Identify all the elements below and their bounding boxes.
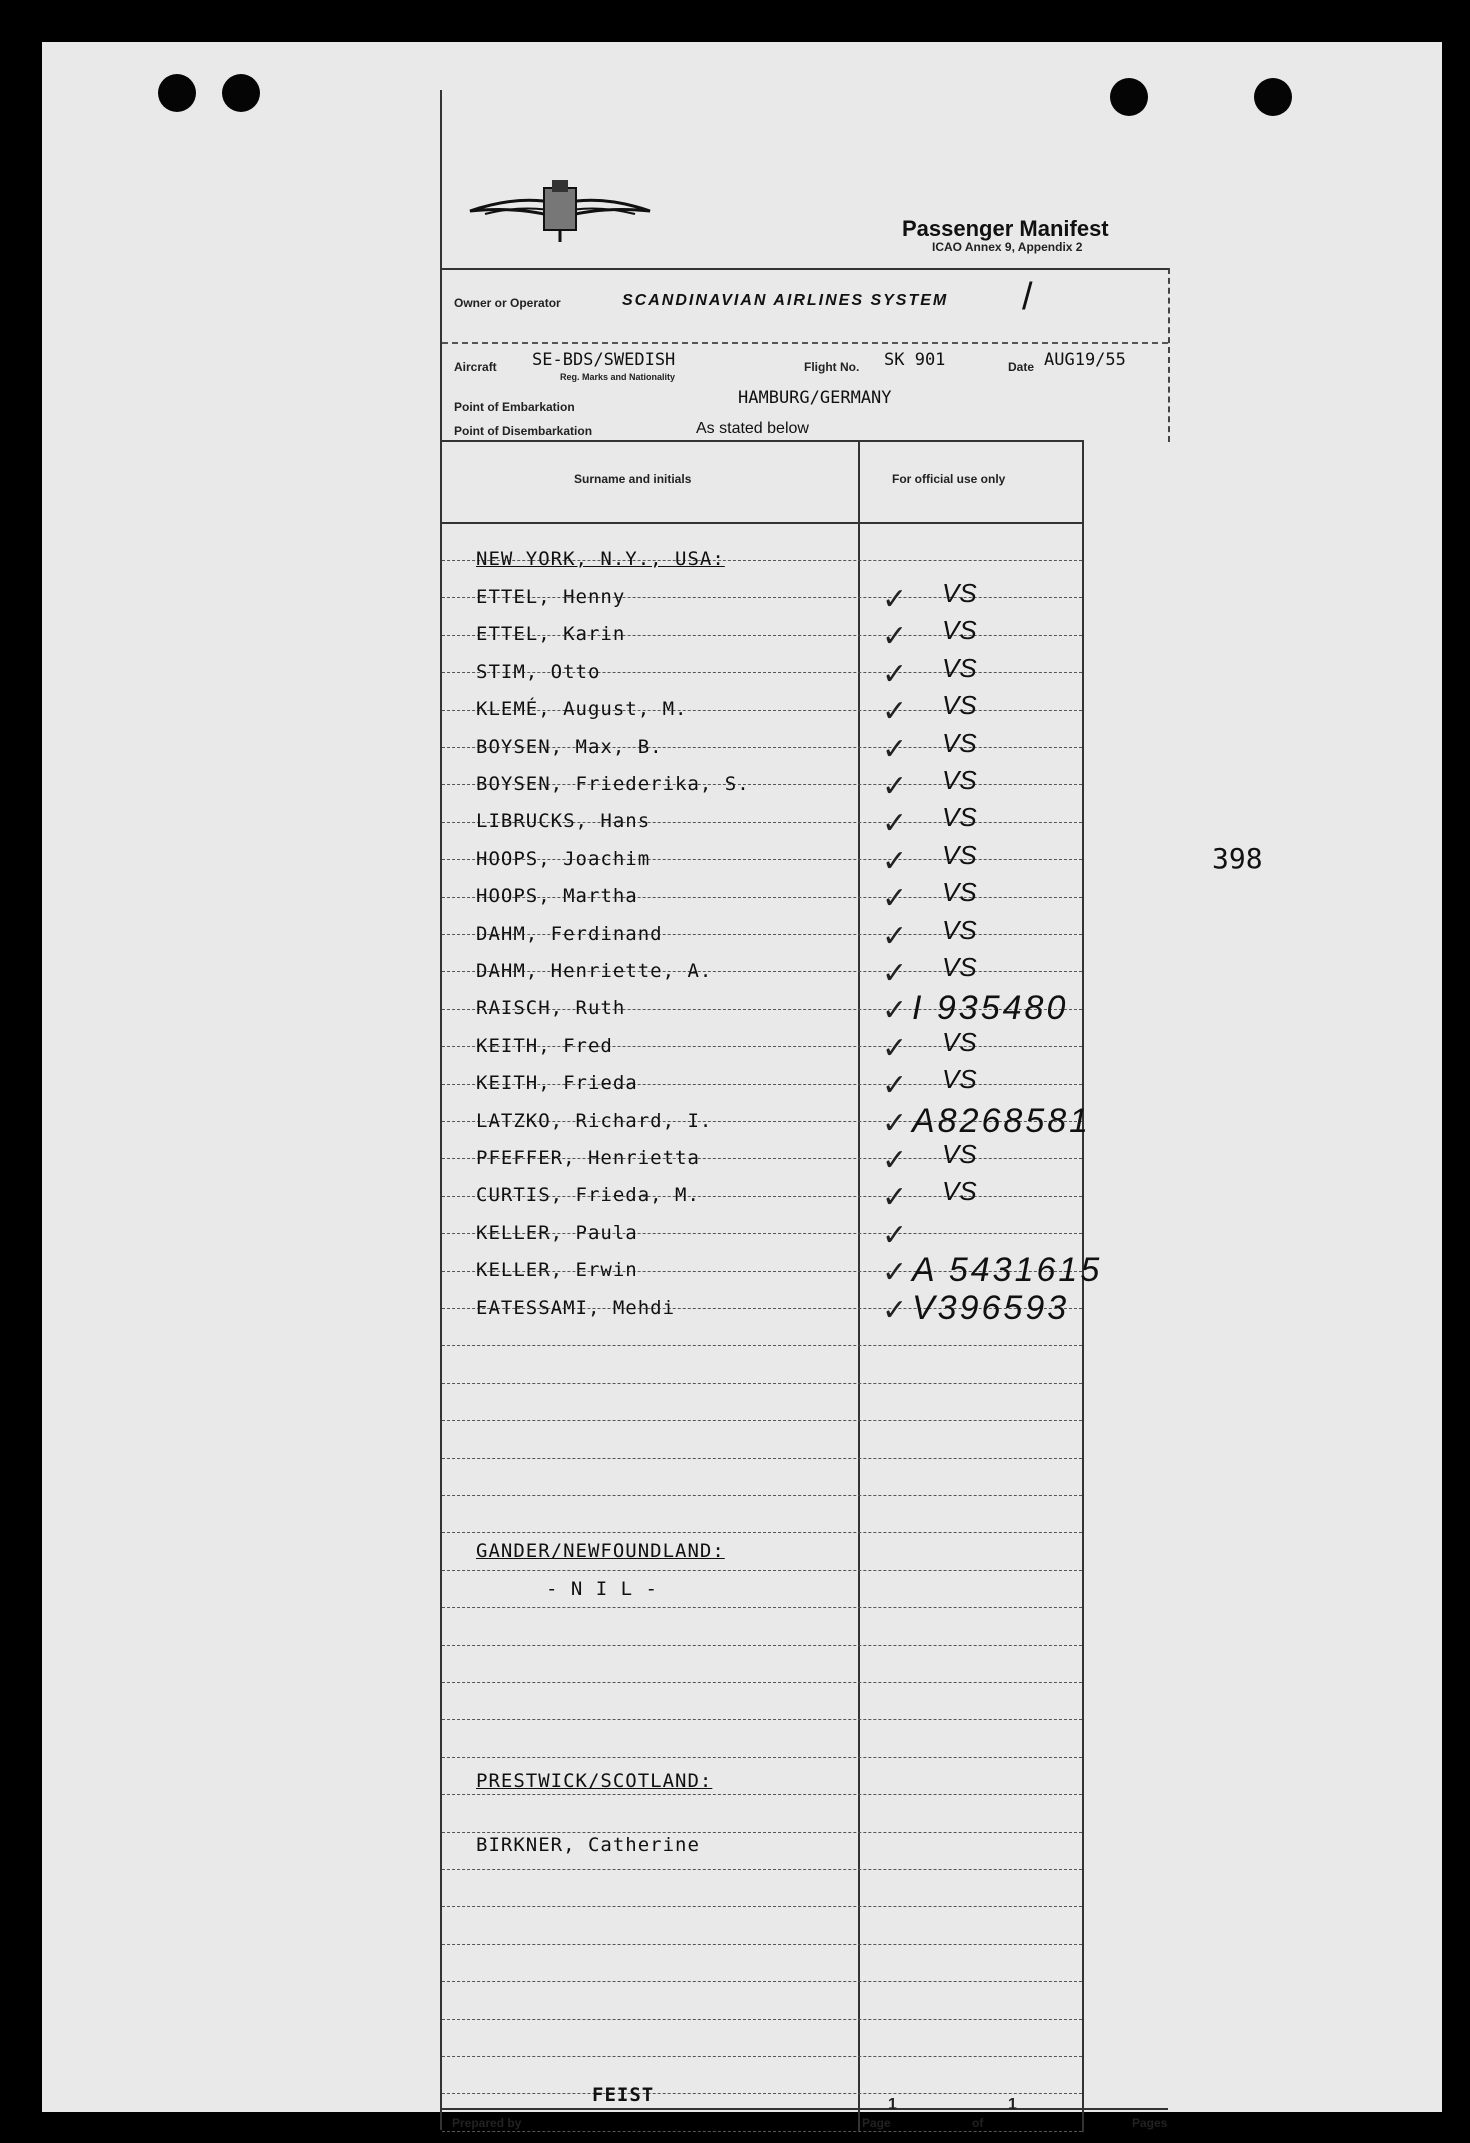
aircraft-sublabel: Reg. Marks and Nationality bbox=[560, 372, 676, 382]
check-mark-icon: ✓ bbox=[882, 843, 908, 879]
visa-mark: VS bbox=[942, 802, 977, 833]
ruled-line bbox=[442, 1719, 1082, 1720]
visa-mark: VS bbox=[942, 690, 977, 721]
check-mark-icon: ✓ bbox=[882, 918, 908, 954]
passenger-name: RAISCH, Ruth bbox=[476, 997, 626, 1020]
check-mark-icon: ✓ bbox=[882, 806, 908, 842]
date-value: AUG19/55 bbox=[1044, 350, 1126, 370]
visa-mark: VS bbox=[942, 1026, 977, 1057]
manifest-subtitle: ICAO Annex 9, Appendix 2 bbox=[932, 240, 1083, 254]
ruled-line bbox=[442, 1757, 1082, 1758]
header-box bbox=[442, 268, 1170, 442]
passenger-name: LATZKO, Richard, I. bbox=[476, 1109, 713, 1132]
passenger-name: HOOPS, Martha bbox=[476, 885, 638, 908]
section-heading-gander: GANDER/NEWFOUNDLAND: bbox=[476, 1540, 725, 1562]
check-mark-icon: ✓ bbox=[882, 769, 908, 804]
page-label: Page bbox=[862, 2116, 891, 2130]
visa-mark: VS bbox=[942, 1176, 977, 1207]
passenger-table bbox=[442, 440, 1103, 2132]
owner-value: SCANDINAVIAN AIRLINES SYSTEM bbox=[622, 292, 949, 309]
check-mark-icon: ✓ bbox=[882, 1217, 908, 1253]
punch-hole bbox=[158, 74, 196, 112]
section-heading-new-york: NEW YORK, N.Y., USA: bbox=[476, 548, 725, 570]
gander-nil: - N I L - bbox=[546, 1578, 658, 1600]
passenger-name: CURTIS, Frieda, M. bbox=[476, 1184, 700, 1207]
visa-mark: VS bbox=[942, 1064, 977, 1095]
ruled-line bbox=[442, 2093, 1082, 2094]
passenger-name: STIM, Otto bbox=[476, 660, 601, 683]
ruled-line bbox=[442, 1906, 1082, 1907]
passenger-name: ETTEL, Henny bbox=[476, 586, 626, 608]
passport-number: I 935480 bbox=[912, 989, 1069, 1028]
check-mark-icon: ✓ bbox=[882, 956, 908, 991]
ruled-line bbox=[442, 1645, 1082, 1646]
check-mark-icon: ✓ bbox=[882, 694, 908, 730]
visa-mark: VS bbox=[942, 652, 977, 683]
visa-mark: VS bbox=[942, 765, 977, 795]
ruled-line bbox=[442, 1794, 1082, 1795]
pages-label: Pages bbox=[1132, 2116, 1168, 2130]
passenger-name: BOYSEN, Max, B. bbox=[476, 735, 663, 758]
check-mark-icon: ✓ bbox=[882, 1292, 908, 1328]
passenger-name: DAHM, Henriette, A. bbox=[476, 960, 713, 982]
manifest-title: Passenger Manifest bbox=[902, 216, 1109, 241]
aircraft-value: SE-BDS/SWEDISH bbox=[532, 350, 676, 370]
divider bbox=[442, 342, 1168, 344]
aircraft-label: Aircraft bbox=[454, 360, 497, 374]
prepared-by-label: Prepared by bbox=[452, 2116, 522, 2130]
passport-number: A8268581 bbox=[912, 1101, 1092, 1140]
ruled-line bbox=[442, 1944, 1082, 1945]
footer-rule bbox=[442, 2108, 1168, 2110]
manifest-form bbox=[440, 90, 1168, 2130]
flight-value: SK 901 bbox=[884, 350, 946, 370]
ruled-line bbox=[442, 2019, 1082, 2020]
check-mark-icon: ✓ bbox=[882, 731, 908, 767]
ruled-line bbox=[442, 1981, 1082, 1982]
ruled-line bbox=[442, 1682, 1082, 1683]
date-label: Date bbox=[1008, 360, 1035, 374]
page-total: 1 bbox=[1008, 2096, 1017, 2113]
owner-label: Owner or Operator bbox=[454, 296, 561, 310]
passenger-name: PFEFFER, Henrietta bbox=[476, 1147, 700, 1169]
ruled-line bbox=[442, 1458, 1082, 1459]
ruled-line bbox=[442, 1420, 1082, 1421]
column-divider bbox=[858, 442, 860, 2132]
check-mark-icon: ✓ bbox=[882, 656, 908, 692]
ruled-line bbox=[442, 1383, 1082, 1384]
table-header bbox=[442, 442, 1082, 524]
passenger-name: DAHM, Ferdinand bbox=[476, 922, 663, 945]
visa-mark: VS bbox=[942, 914, 977, 945]
visa-mark: VS bbox=[942, 1139, 977, 1169]
check-mark-icon: ✓ bbox=[882, 993, 908, 1029]
disembarkation-value: As stated below bbox=[696, 420, 809, 437]
visa-mark: VS bbox=[942, 952, 977, 982]
visa-mark: VS bbox=[942, 839, 977, 870]
passenger-name: KLEMÉ, August, M. bbox=[476, 698, 688, 721]
disembarkation-label: Point of Disembarkation bbox=[454, 424, 593, 438]
check-mark-icon: ✓ bbox=[882, 619, 908, 655]
check-mark-icon: ✓ bbox=[882, 1180, 908, 1216]
ruled-line bbox=[442, 1495, 1082, 1496]
handwritten-mark: / bbox=[1022, 276, 1033, 318]
passenger-name: KEITH, Frieda bbox=[476, 1072, 638, 1095]
ruled-line bbox=[442, 2056, 1082, 2057]
check-mark-icon: ✓ bbox=[882, 881, 908, 917]
visa-mark: VS bbox=[942, 615, 977, 646]
flight-label: Flight No. bbox=[804, 360, 860, 374]
punch-hole bbox=[1254, 78, 1292, 116]
ruled-line bbox=[442, 1345, 1082, 1346]
passenger-name: KELLER, Paula bbox=[476, 1221, 638, 1244]
punch-hole bbox=[222, 74, 260, 112]
passenger-name: KELLER, Erwin bbox=[476, 1259, 638, 1282]
of-label: of bbox=[972, 2116, 984, 2130]
check-mark-icon: ✓ bbox=[882, 1030, 908, 1066]
check-mark-icon: ✓ bbox=[882, 1255, 908, 1291]
ruled-line bbox=[442, 1570, 1082, 1571]
passenger-name: LIBRUCKS, Hans bbox=[476, 810, 651, 833]
ruled-line bbox=[442, 1532, 1082, 1533]
passenger-name: KEITH, Fred bbox=[476, 1034, 613, 1057]
manifest-page bbox=[42, 42, 1442, 2130]
passenger-name: BIRKNER, Catherine bbox=[476, 1834, 700, 1856]
section-heading-prestwick: PRESTWICK/SCOTLAND: bbox=[476, 1770, 713, 1792]
column-header-surname: Surname and initials bbox=[574, 472, 692, 486]
passenger-name: ETTEL, Karin bbox=[476, 623, 626, 646]
passenger-name: BOYSEN, Friederika, S. bbox=[476, 773, 750, 795]
column-header-official: For official use only bbox=[892, 472, 1006, 486]
embarkation-value: HAMBURG/GERMANY bbox=[738, 388, 892, 408]
visa-mark: VS bbox=[942, 877, 977, 908]
margin-number: 398 bbox=[1212, 842, 1263, 875]
check-mark-icon: ✓ bbox=[882, 582, 908, 617]
ruled-line bbox=[442, 2131, 1082, 2132]
ruled-line bbox=[442, 1832, 1082, 1833]
visa-mark: VS bbox=[942, 578, 977, 608]
passport-number: V396593 bbox=[912, 1288, 1070, 1327]
check-mark-icon: ✓ bbox=[882, 1105, 908, 1141]
signature: FEIST bbox=[592, 2084, 655, 2106]
check-mark-icon: ✓ bbox=[882, 1143, 908, 1178]
visa-mark: VS bbox=[942, 727, 977, 758]
airline-wings-logo-icon bbox=[460, 176, 660, 246]
check-mark-icon: ✓ bbox=[882, 1068, 908, 1104]
page-number: 1 bbox=[888, 2096, 897, 2113]
embarkation-label: Point of Embarkation bbox=[454, 400, 575, 414]
ruled-line bbox=[442, 1869, 1082, 1870]
passenger-name: HOOPS, Joachim bbox=[476, 847, 651, 870]
ruled-line bbox=[442, 1607, 1082, 1608]
passport-number: A 5431615 bbox=[912, 1251, 1103, 1290]
passenger-name: EATESSAMI, Mehdi bbox=[476, 1296, 676, 1319]
